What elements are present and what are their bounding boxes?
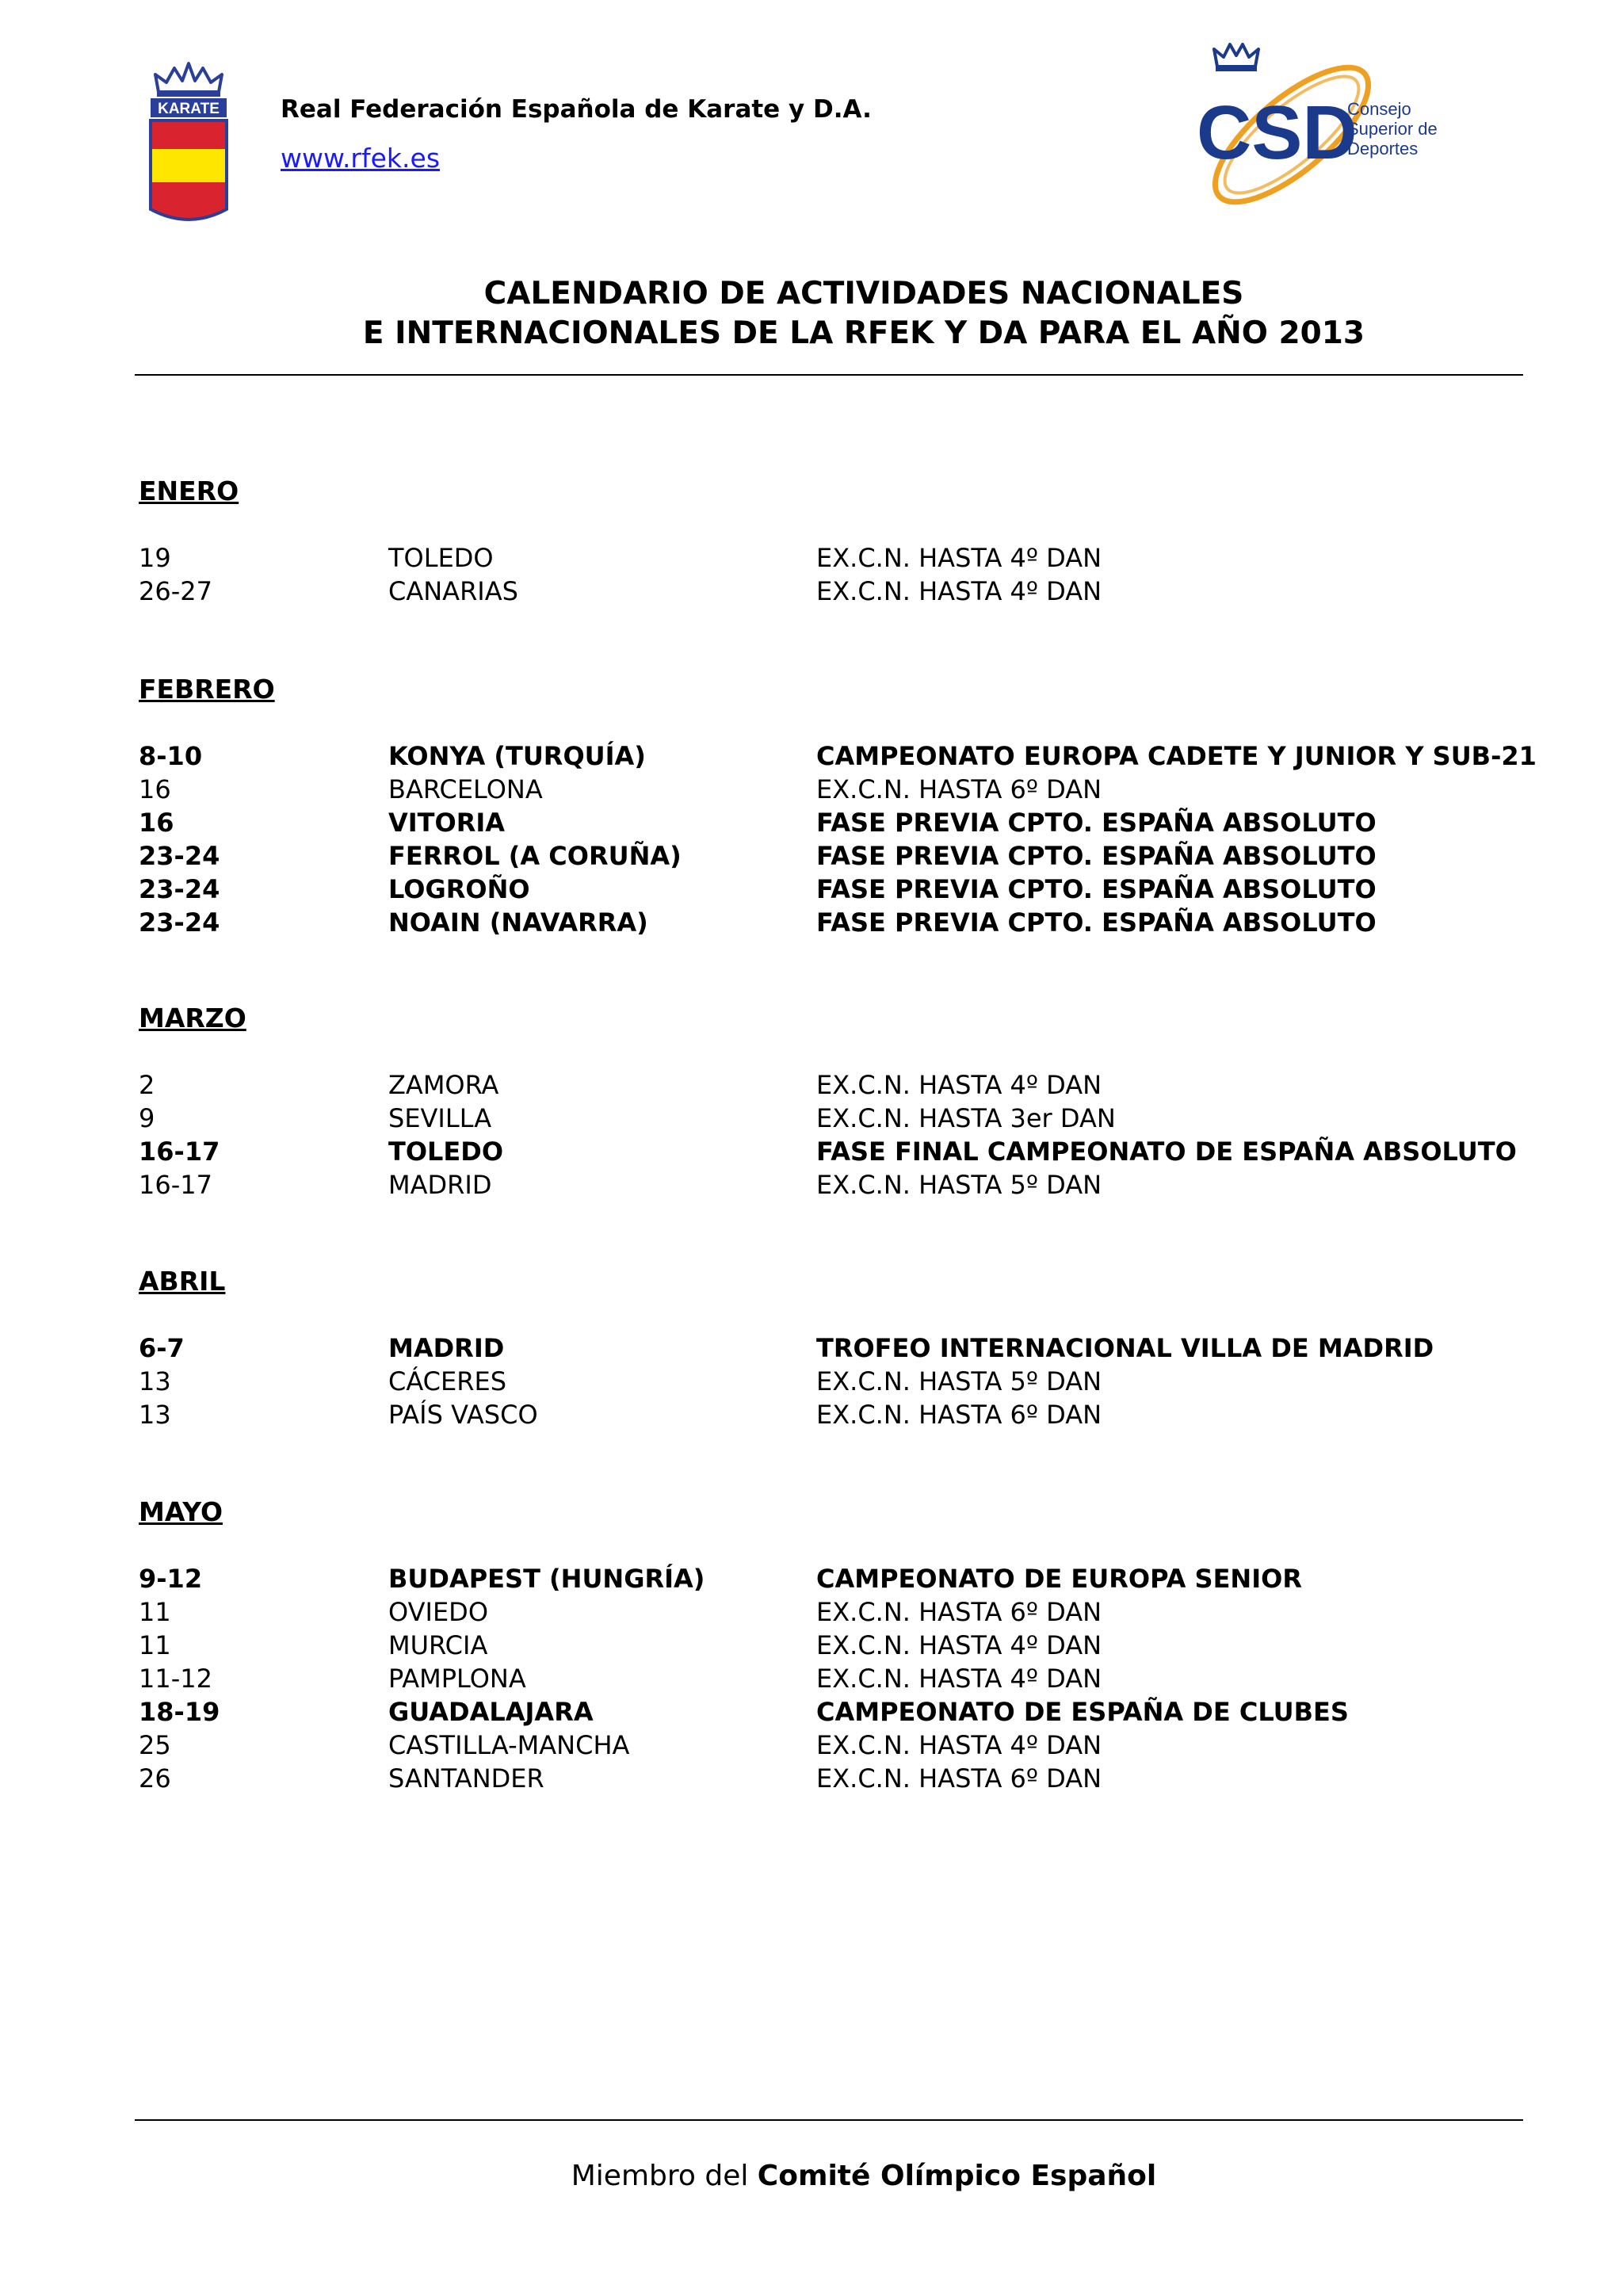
footer-divider bbox=[135, 2119, 1523, 2121]
event-description: FASE PREVIA CPTO. ESPAÑA ABSOLUTO bbox=[816, 907, 1377, 938]
calendar-row bbox=[139, 1697, 1533, 1730]
footer-prefix: Miembro del bbox=[571, 2160, 758, 2192]
crown-icon bbox=[1214, 44, 1258, 71]
event-date: 23-24 bbox=[139, 874, 220, 904]
event-place: MADRID bbox=[388, 1170, 492, 1200]
event-date: 16-17 bbox=[139, 1170, 212, 1200]
event-place: TOLEDO bbox=[388, 543, 494, 573]
event-date: 13 bbox=[139, 1400, 171, 1430]
event-date: 16 bbox=[139, 774, 171, 804]
event-description: FASE PREVIA CPTO. ESPAÑA ABSOLUTO bbox=[816, 874, 1377, 904]
csd-line1: Consejo bbox=[1347, 99, 1411, 119]
event-description: EX.C.N. HASTA 6º DAN bbox=[816, 1763, 1102, 1794]
event-place: CÁCERES bbox=[388, 1366, 506, 1396]
calendar-row bbox=[139, 543, 1533, 576]
event-place: OVIEDO bbox=[388, 1597, 488, 1627]
event-description: EX.C.N. HASTA 6º DAN bbox=[816, 774, 1102, 804]
event-description: CAMPEONATO EUROPA CADETE Y JUNIOR Y SUB-21 bbox=[816, 741, 1537, 771]
calendar-row bbox=[139, 1137, 1533, 1170]
event-description: EX.C.N. HASTA 4º DAN bbox=[816, 1730, 1102, 1760]
calendar-row bbox=[139, 874, 1533, 907]
event-place: VITORIA bbox=[388, 808, 506, 838]
csd-line3: Deportes bbox=[1347, 139, 1419, 159]
calendar-row bbox=[139, 1333, 1533, 1366]
event-place: SANTANDER bbox=[388, 1763, 544, 1794]
event-date: 13 bbox=[139, 1366, 171, 1396]
calendar-row bbox=[139, 907, 1533, 941]
organization-website-link[interactable]: www.rfek.es bbox=[281, 143, 441, 174]
calendar-row bbox=[139, 1664, 1533, 1697]
event-description: EX.C.N. HASTA 5º DAN bbox=[816, 1366, 1102, 1396]
calendar-row bbox=[139, 576, 1533, 609]
event-place: KONYA (TURQUÍA) bbox=[388, 741, 646, 771]
event-date: 8-10 bbox=[139, 741, 203, 771]
event-date: 9-12 bbox=[139, 1564, 203, 1594]
event-place: GUADALAJARA bbox=[388, 1697, 594, 1727]
calendar-row bbox=[139, 1103, 1533, 1137]
event-date: 6-7 bbox=[139, 1333, 185, 1363]
document-title-line-1: CALENDARIO DE ACTIVIDADES NACIONALES bbox=[483, 276, 1244, 311]
event-place: ZAMORA bbox=[388, 1070, 499, 1100]
document-title-line-2: E INTERNACIONALES DE LA RFEK Y DA PARA EL AÑO 2013 bbox=[362, 315, 1365, 351]
event-place: CASTILLA-MANCHA bbox=[388, 1730, 630, 1760]
event-description: EX.C.N. HASTA 6º DAN bbox=[816, 1597, 1102, 1627]
calendar-row bbox=[139, 1170, 1533, 1203]
event-date: 23-24 bbox=[139, 907, 220, 938]
event-place: BARCELONA bbox=[388, 774, 543, 804]
rfek-karate-logo bbox=[147, 60, 230, 228]
calendar-row bbox=[139, 741, 1537, 774]
event-place: MURCIA bbox=[388, 1630, 488, 1660]
csd-letters: CSD bbox=[1197, 90, 1358, 175]
event-description: EX.C.N. HASTA 6º DAN bbox=[816, 1400, 1102, 1430]
event-date: 18-19 bbox=[139, 1697, 220, 1727]
month-heading-enero: ENERO bbox=[139, 476, 239, 506]
calendar-row bbox=[139, 1366, 1533, 1400]
event-date: 16-17 bbox=[139, 1137, 220, 1167]
event-date: 25 bbox=[139, 1730, 171, 1760]
event-date: 23-24 bbox=[139, 841, 220, 871]
event-date: 19 bbox=[139, 543, 171, 573]
crown-icon bbox=[155, 63, 222, 97]
event-date: 9 bbox=[139, 1103, 155, 1133]
footer-membership bbox=[0, 2160, 1623, 2192]
event-description: FASE PREVIA CPTO. ESPAÑA ABSOLUTO bbox=[816, 841, 1377, 871]
calendar-row bbox=[139, 1630, 1533, 1664]
event-description: TROFEO INTERNACIONAL VILLA DE MADRID bbox=[816, 1333, 1434, 1363]
event-place: SEVILLA bbox=[388, 1103, 492, 1133]
event-description: CAMPEONATO DE EUROPA SENIOR bbox=[816, 1564, 1302, 1594]
event-date: 26 bbox=[139, 1763, 171, 1794]
event-description: EX.C.N. HASTA 4º DAN bbox=[816, 543, 1102, 573]
event-description: EX.C.N. HASTA 4º DAN bbox=[816, 1664, 1102, 1694]
csd-logo bbox=[1189, 32, 1450, 210]
month-heading-marzo: MARZO bbox=[139, 1003, 246, 1033]
event-date: 11 bbox=[139, 1630, 171, 1660]
logo-karate-text: KARATE bbox=[158, 101, 220, 117]
event-place: LOGROÑO bbox=[388, 874, 530, 904]
event-place: BUDAPEST (HUNGRÍA) bbox=[388, 1564, 705, 1594]
calendar-row bbox=[139, 1730, 1533, 1763]
organization-name: Real Federación Española de Karate y D.A. bbox=[281, 95, 872, 124]
calendar-row bbox=[139, 774, 1533, 808]
event-place: PAMPLONA bbox=[388, 1664, 526, 1694]
event-date: 11 bbox=[139, 1597, 171, 1627]
event-description: EX.C.N. HASTA 5º DAN bbox=[816, 1170, 1102, 1200]
event-description: EX.C.N. HASTA 4º DAN bbox=[816, 576, 1102, 606]
event-date: 2 bbox=[139, 1070, 155, 1100]
month-heading-mayo: MAYO bbox=[139, 1496, 223, 1527]
month-heading-abril: ABRIL bbox=[139, 1266, 226, 1297]
event-date: 16 bbox=[139, 808, 174, 838]
calendar-row bbox=[139, 1763, 1533, 1797]
event-place: CANARIAS bbox=[388, 576, 518, 606]
event-description: EX.C.N. HASTA 3er DAN bbox=[816, 1103, 1116, 1133]
event-place: PAÍS VASCO bbox=[388, 1400, 538, 1430]
header-divider bbox=[135, 374, 1523, 376]
event-place: TOLEDO bbox=[388, 1137, 504, 1167]
event-date: 11-12 bbox=[139, 1664, 212, 1694]
event-description: EX.C.N. HASTA 4º DAN bbox=[816, 1630, 1102, 1660]
event-description: FASE FINAL CAMPEONATO DE ESPAÑA ABSOLUTO bbox=[816, 1137, 1517, 1167]
event-description: FASE PREVIA CPTO. ESPAÑA ABSOLUTO bbox=[816, 808, 1377, 838]
month-heading-febrero: FEBRERO bbox=[139, 674, 275, 705]
calendar-row bbox=[139, 808, 1533, 841]
footer-committee-name: Comité Olímpico Español bbox=[757, 2160, 1157, 2192]
event-place: MADRID bbox=[388, 1333, 505, 1363]
calendar-row bbox=[139, 1597, 1533, 1630]
event-place: NOAIN (NAVARRA) bbox=[388, 907, 648, 938]
calendar-row bbox=[139, 1564, 1533, 1597]
event-description: EX.C.N. HASTA 4º DAN bbox=[816, 1070, 1102, 1100]
event-date: 26-27 bbox=[139, 576, 212, 606]
calendar-row bbox=[139, 1400, 1533, 1433]
calendar-row bbox=[139, 841, 1533, 874]
event-place: FERROL (A CORUÑA) bbox=[388, 841, 682, 871]
calendar-row bbox=[139, 1070, 1533, 1103]
event-description: CAMPEONATO DE ESPAÑA DE CLUBES bbox=[816, 1697, 1349, 1727]
csd-line2: Superior de bbox=[1347, 119, 1438, 139]
